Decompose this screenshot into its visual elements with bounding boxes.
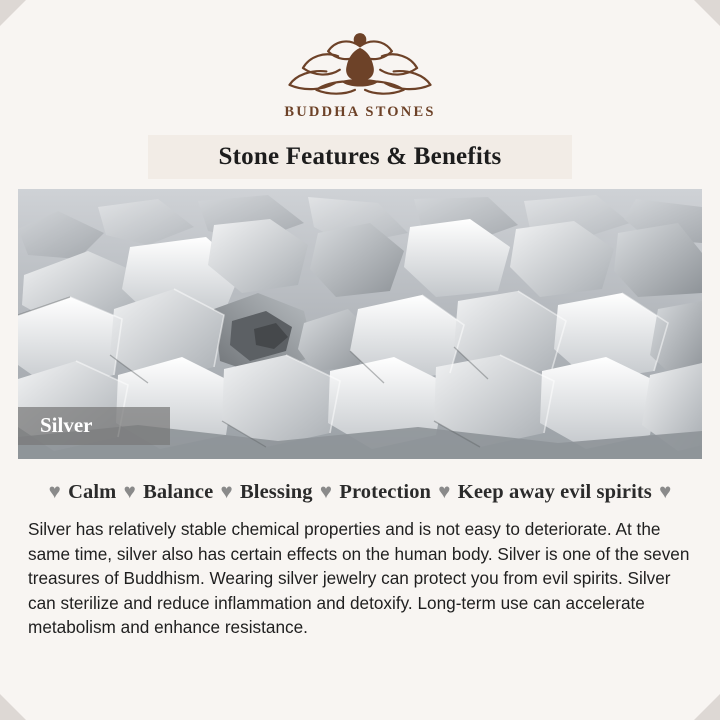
- heart-icon: ♥: [319, 481, 333, 503]
- hero-image: [18, 189, 702, 459]
- page-title: Stone Features & Benefits: [218, 143, 502, 170]
- brand-header: [0, 0, 720, 121]
- benefit-keyword: Balance: [143, 481, 214, 503]
- hero-caption-label: Silver: [18, 407, 170, 445]
- benefit-keyword: Protection: [339, 481, 432, 503]
- heart-icon: ♥: [123, 481, 136, 503]
- benefit-keyword: Keep away evil spirits: [457, 481, 652, 503]
- heart-icon: ♥: [438, 481, 451, 503]
- benefit-keywords: [18, 481, 702, 504]
- corner-decoration-bottom-right: [694, 694, 720, 720]
- corner-decoration-top-left: [0, 0, 26, 26]
- benefits-section: [18, 459, 702, 640]
- lotus-meditation-figure-icon: [276, 26, 444, 100]
- brand-name: BUDDHA STONES: [284, 104, 436, 120]
- heart-icon: ♥: [220, 481, 233, 503]
- heart-icon: ♥: [659, 481, 672, 503]
- corner-decoration-top-right: [694, 0, 720, 26]
- benefit-keyword: Calm: [68, 481, 117, 503]
- heart-icon: ♥: [48, 481, 61, 503]
- corner-decoration-bottom-left: [0, 694, 26, 720]
- benefit-keyword: Blessing: [240, 481, 313, 503]
- benefit-description: Silver has relatively stable chemical properties and is not easy to deteriorate. At the same time, silver also has certain effects on the human body. Silver is one of the seven treasures of Buddhism. Wearing silver jewelry can protect you from evil spirits. Silver can sterilize and reduce inflammation and detoxify. Long-term use can accelerate metabolism and enhance resistance.: [28, 519, 690, 638]
- section-title-band: [148, 135, 572, 179]
